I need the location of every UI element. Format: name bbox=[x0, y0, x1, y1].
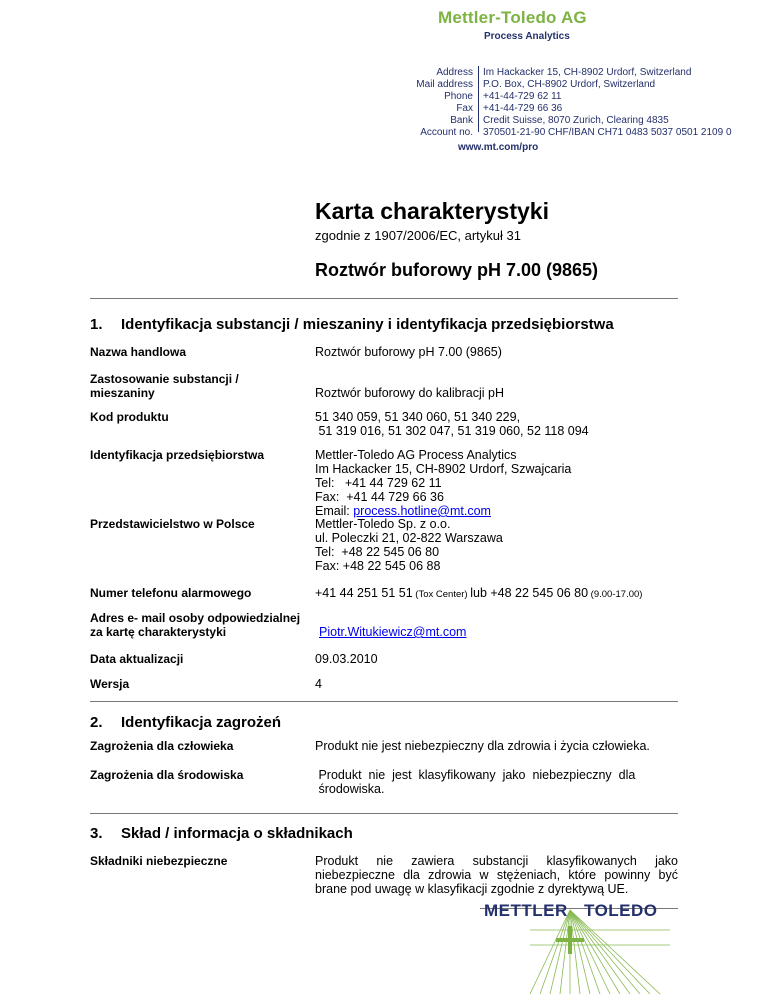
product-code-line: 51 319 016, 51 302 047, 51 319 060, 52 118 094 bbox=[315, 424, 589, 438]
product-code-value bbox=[315, 410, 589, 438]
contact-value: 370501-21-90 CHF/IBAN CH71 0483 5037 0501 2109 0 bbox=[483, 127, 732, 138]
company-id-value bbox=[315, 448, 571, 518]
version-label: Wersja bbox=[90, 677, 130, 691]
contact-value: Im Hackacker 15, CH-8902 Urdorf, Switzerland bbox=[483, 67, 692, 78]
poland-line: ul. Poleczki 21, 02-822 Warszawa bbox=[315, 531, 503, 545]
divider bbox=[90, 298, 678, 299]
website-link[interactable]: www.mt.com/pro bbox=[458, 142, 539, 153]
use-label bbox=[90, 372, 239, 400]
contact-value: Credit Suisse, 8070 Zurich, Clearing 4835 bbox=[483, 115, 669, 126]
update-date-label: Data aktualizacji bbox=[90, 652, 184, 666]
contact-values bbox=[483, 67, 732, 139]
contact-label: Phone bbox=[444, 91, 473, 102]
contact-label: Fax bbox=[456, 103, 473, 114]
use-label-line: Zastosowanie substancji / bbox=[90, 372, 239, 386]
contact-label: Account no. bbox=[420, 127, 473, 138]
responsible-email-label bbox=[90, 611, 300, 639]
section-3-title: Skład / informacja o składnikach bbox=[121, 825, 353, 842]
use-label-line: mieszaniny bbox=[90, 386, 155, 400]
company-line: Mettler-Toledo AG Process Analytics bbox=[315, 448, 517, 462]
company-id-label: Identyfikacja przedsiębiorstwa bbox=[90, 448, 265, 462]
env-hazard-value bbox=[315, 768, 635, 796]
version-value: 4 bbox=[315, 677, 322, 691]
section-2-number: 2. bbox=[90, 714, 103, 731]
trade-name-label: Nazwa handlowa bbox=[90, 345, 187, 359]
human-hazard-label: Zagrożenia dla człowieka bbox=[90, 739, 234, 753]
product-title: Roztwór buforowy pH 7.00 (9865) bbox=[315, 260, 599, 280]
company-line: Fax: +41 44 729 66 36 bbox=[315, 490, 444, 504]
product-code-line: 51 340 059, 51 340 060, 51 340 229, bbox=[315, 410, 521, 424]
product-code-label: Kod produktu bbox=[90, 410, 169, 424]
poland-line: Tel: +48 22 545 06 80 bbox=[315, 545, 440, 559]
contact-value: +41-44-729 66 36 bbox=[483, 103, 563, 114]
hazardous-components-label: Składniki niebezpieczne bbox=[90, 854, 228, 868]
contact-labels bbox=[410, 67, 473, 139]
emergency-phone-label: Numer telefonu alarmowego bbox=[90, 586, 252, 600]
logo-pattern bbox=[530, 910, 670, 994]
hazardous-components-value: Produkt nie zawiera substancji klasyfikowanych jako niebezpieczne dla zdrowia w stężeniach, które powinny być brane pod uwagę w klasyfikacji zgodnie z dyrektywą UE. bbox=[315, 854, 678, 896]
divider bbox=[90, 813, 678, 814]
poland-line: Fax: +48 22 545 06 88 bbox=[315, 559, 441, 573]
trade-name-value: Roztwór buforowy pH 7.00 (9865) bbox=[315, 345, 502, 359]
company-line: Im Hackacker 15, CH-8902 Urdorf, Szwajcaria bbox=[315, 462, 572, 476]
update-date-value: 09.03.2010 bbox=[315, 652, 378, 666]
use-value: Roztwór buforowy do kalibracji pH bbox=[315, 386, 504, 400]
company-line: Tel: +41 44 729 62 11 bbox=[315, 476, 442, 490]
logo-cross-v bbox=[568, 926, 572, 954]
emergency-or: lub bbox=[470, 586, 487, 600]
email-prefix: Email: bbox=[315, 504, 354, 518]
contact-value: +41-44-729 62 11 bbox=[483, 91, 562, 102]
contact-value: P.O. Box, CH-8902 Urdorf, Switzerland bbox=[483, 79, 656, 90]
env-hazard-line: środowiska. bbox=[315, 782, 385, 796]
responsible-email-link[interactable]: Piotr.Witukiewicz@mt.com bbox=[319, 625, 467, 639]
emergency-number-2: +48 22 545 06 80 bbox=[486, 586, 589, 600]
emergency-number-1: +41 44 251 51 51 bbox=[315, 586, 413, 600]
document-subtitle: zgodnie z 1907/2006/EC, artykuł 31 bbox=[315, 228, 521, 243]
company-name: Mettler-Toledo AG bbox=[438, 8, 587, 27]
emergency-phone-value bbox=[315, 586, 642, 602]
contact-label: Address bbox=[436, 67, 473, 78]
env-hazard-label: Zagrożenia dla środowiska bbox=[90, 768, 244, 782]
section-2-title: Identyfikacja zagrożeń bbox=[121, 714, 282, 731]
section-3-number: 3. bbox=[90, 825, 103, 842]
contact-divider bbox=[478, 66, 479, 132]
contact-label: Bank bbox=[450, 115, 473, 126]
division-name: Process Analytics bbox=[484, 31, 570, 42]
logo-mettler-text: METTLER bbox=[484, 901, 568, 920]
logo-toledo-text: TOLEDO bbox=[584, 901, 658, 920]
company-email-line bbox=[315, 504, 571, 518]
document-title: Karta charakterystyki bbox=[315, 198, 549, 224]
company-email-link[interactable]: process.hotline@mt.com bbox=[353, 504, 491, 518]
responsible-label-line: za kartę charakterystyki bbox=[90, 625, 227, 639]
human-hazard-value: Produkt nie jest niebezpieczny dla zdrowia i życia człowieka. bbox=[315, 739, 650, 753]
emergency-note-2: (9.00-17.00) bbox=[588, 589, 643, 600]
section-1-number: 1. bbox=[90, 316, 103, 333]
poland-rep-value bbox=[315, 517, 503, 573]
divider bbox=[90, 701, 678, 702]
contact-label: Mail address bbox=[416, 79, 473, 90]
poland-line: Mettler-Toledo Sp. z o.o. bbox=[315, 517, 451, 531]
env-hazard-line: Produkt nie jest klasyfikowany jako niebezpieczny dla bbox=[315, 768, 636, 782]
responsible-label-line: Adres e- mail osoby odpowiedzialnej bbox=[90, 611, 301, 625]
section-1-title: Identyfikacja substancji / mieszaniny i identyfikacja przedsiębiorstwa bbox=[121, 316, 614, 333]
poland-rep-label: Przedstawicielstwo w Polsce bbox=[90, 517, 255, 531]
emergency-note-1: (Tox Center) bbox=[412, 589, 471, 600]
